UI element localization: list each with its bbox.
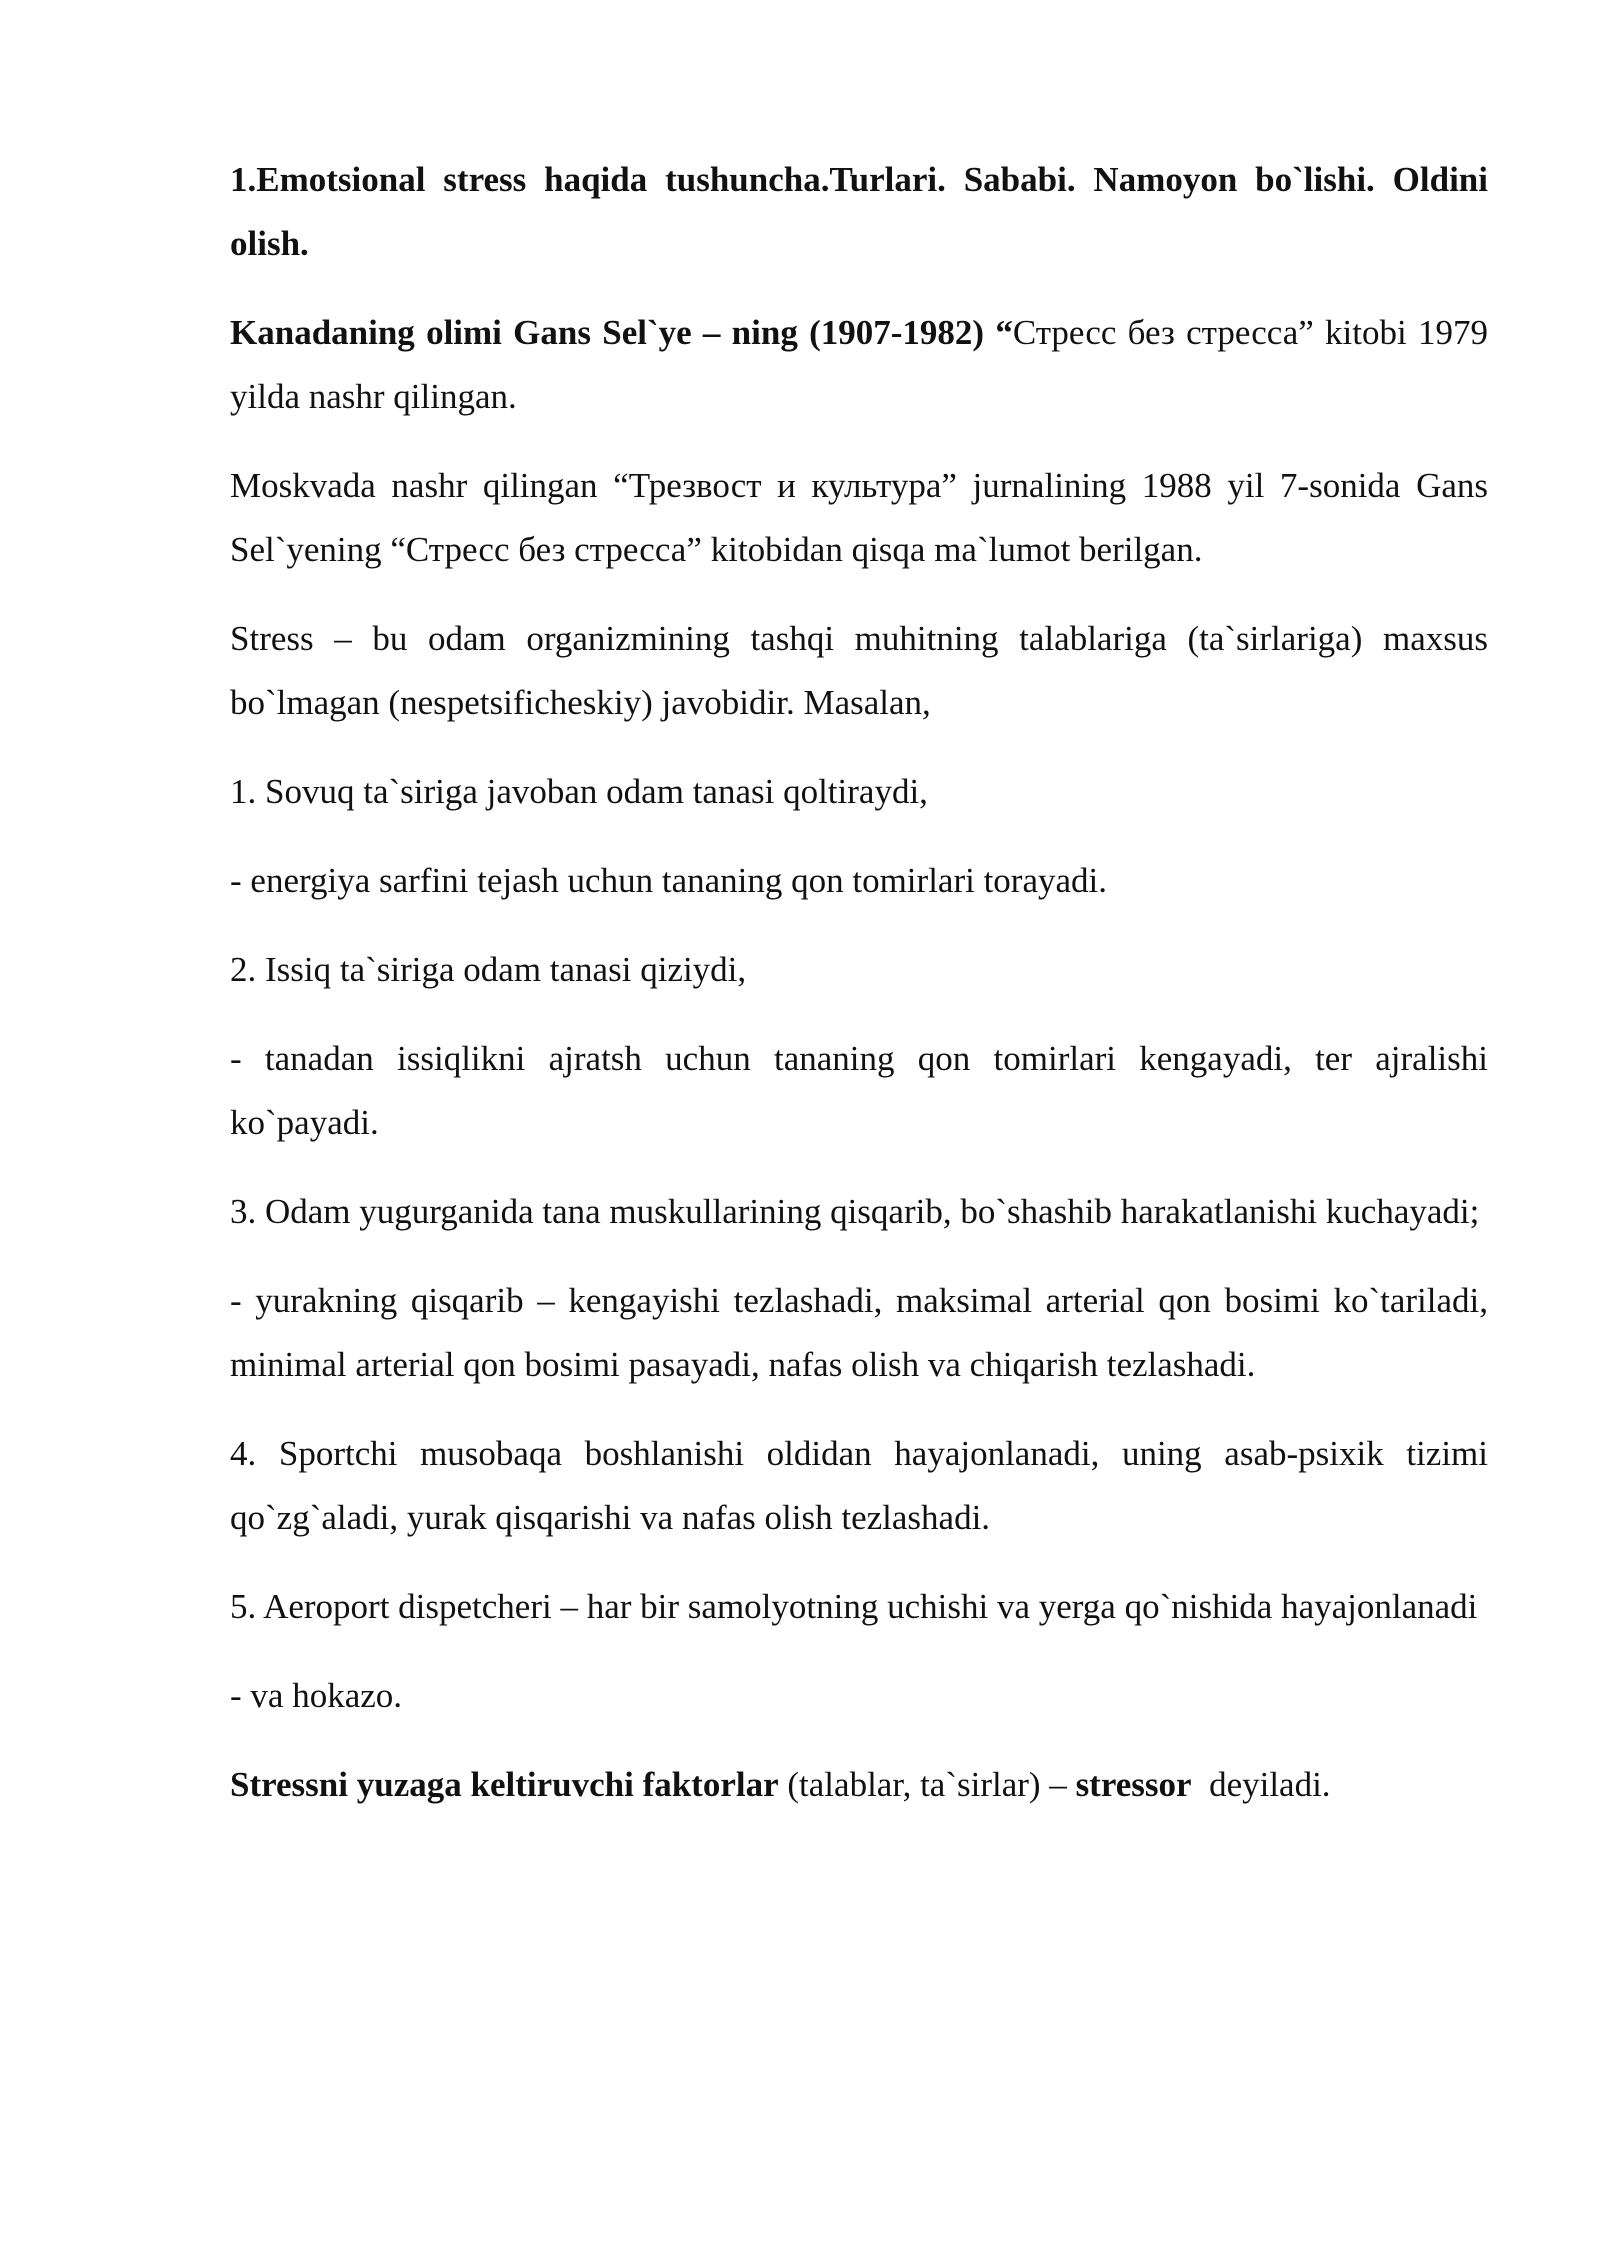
list-item-dispatcher: 5. Aeroport dispetcheri – har bir samolyotning uchishi va yerga qo`nishida hayajonlanadi	[230, 1587, 1478, 1626]
list-subitem-running: - yurakning qisqarib – kengayishi tezlashadi, maksimal arterial qon bosimi ko`tariladi, minimal arterial qon bosimi pasayadi, nafas olish va chiqarish tezlashadi.	[230, 1281, 1488, 1384]
paragraph-bold-lead: Kanadaning olimi Gans Sel`ye – ning (1907-1982) “	[230, 313, 1013, 352]
list-item-athlete: 4. Sportchi musobaqa boshlanishi oldidan hayajonlanadi, uning asab-psixik tizimi qo`zg`aladi, yurak qisqarishi va nafas olish tezlashadi.	[230, 1434, 1488, 1537]
list-item-heat: 2. Issiq ta`siriga odam tanasi qiziydi,	[230, 950, 747, 989]
list-subitem-heat: - tanadan issiqlikni ajratsh uchun tananing qon tomirlari kengayadi, ter ajralishi ko`payadi.	[230, 1039, 1488, 1142]
paragraph-book-intro	[230, 301, 1488, 429]
paragraph-text: deyiladi.	[1191, 1765, 1331, 1804]
list-item-cold: 1. Sovuq ta`siriga javoban odam tanasi qoltiraydi,	[230, 772, 928, 811]
list-item-running: 3. Odam yugurganida tana muskullarining qisqarib, bo`shashib harakatlanishi kuchayadi;	[230, 1192, 1480, 1231]
section-heading: 1.Emotsional stress haqida tushuncha.Turlari. Sababi. Namoyon bo`lishi. Oldini olish.	[230, 160, 1488, 263]
paragraph-stress-definition: Stress – bu odam organizmining tashqi muhitning talablariga (ta`sirlariga) maxsus bo`lmagan (nespetsificheskiy) javobidir. Masalan,	[230, 619, 1488, 722]
stressor-term: stressor	[1075, 1765, 1192, 1804]
paragraph-journal: Moskvada nashr qilingan “Трезвост и культура” jurnalining 1988 yil 7-sonida Gans Sel`yening “Стресс без стресса” kitobidan qisqa ma`lumot berilgan.	[230, 466, 1488, 569]
list-item-etc: - va hokazo.	[230, 1676, 403, 1715]
document-page	[230, 148, 1488, 1842]
paragraph-text: Стресс без стресса” kitobi 1979 yilda nashr qilingan.	[230, 313, 1488, 416]
paragraph-stressor-definition	[230, 1753, 1488, 1817]
paragraph-text: (talablar, ta`sirlar) –	[778, 1765, 1076, 1804]
paragraph-bold-lead: Stressni yuzaga keltiruvchi faktorlar	[230, 1765, 779, 1804]
list-subitem-cold: - energiya sarfini tejash uchun tananing qon tomirlari torayadi.	[230, 861, 1107, 900]
